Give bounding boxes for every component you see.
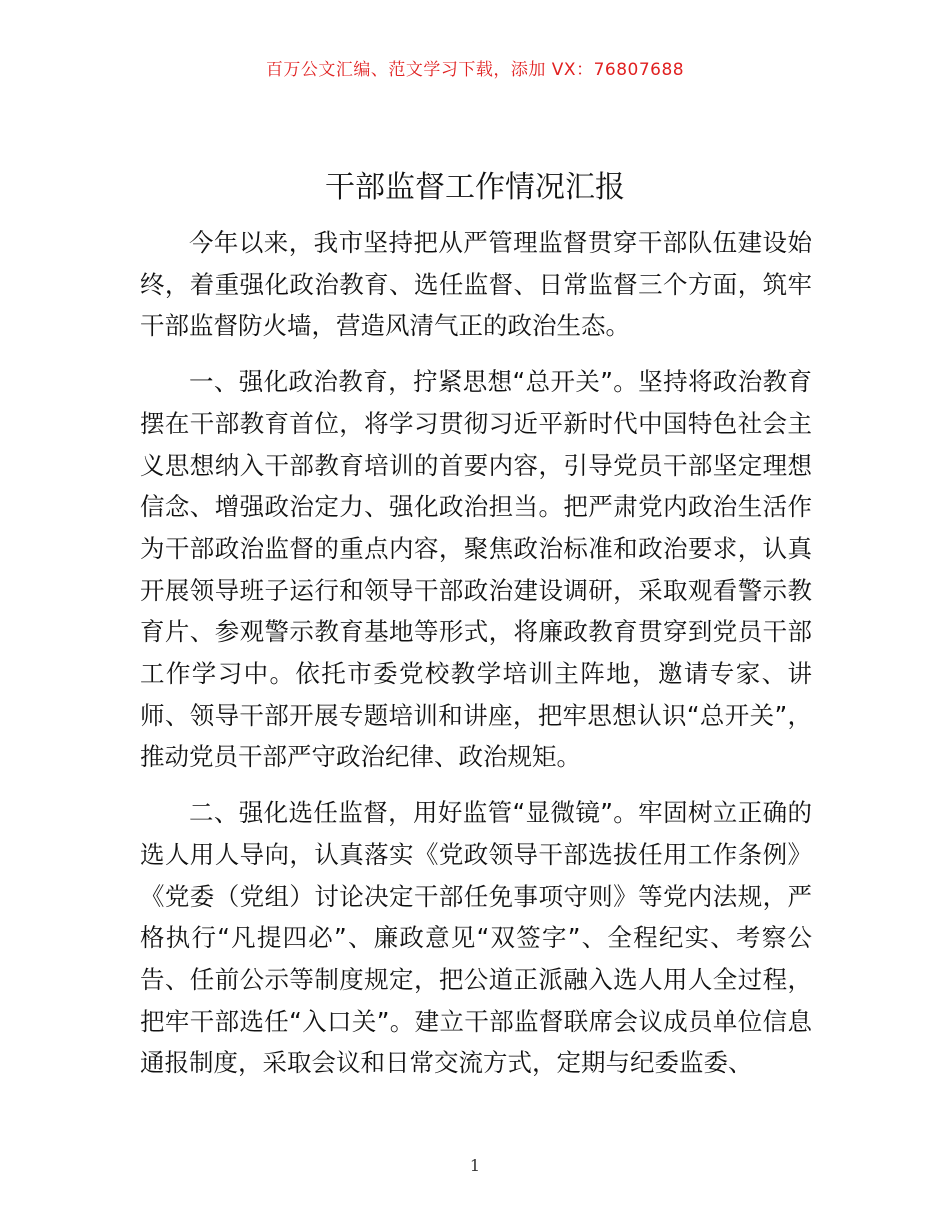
document-title: 干部监督工作情况汇报	[325, 170, 625, 205]
paragraph-political-education: 一、强化政治教育，拧紧思想“总开关”。坚持将政治教育摆在干部教育首位，将学习贯彻习近平新时代中国特色社会主义思想纳入干部教育培训的首要内容，引导党员干部坚定理想信念、增强政治定力、强化政治担当。把严肃党内政治生活作为干部政治监督的重点内容，聚焦政治标准和政治要求，认真开展领导班子运行和领导干部政治建设调研，采取观看警示教育片、参观警示教育基地等形式，将廉政教育贯穿到党员干部工作学习中。依托市委党校教学培训主阵地，邀请专家、讲师、领导干部开展专题培训和讲座，把牢思想认识“总开关”，推动党员干部严守政治纪律、政治规矩。	[140, 367, 812, 772]
paragraph-selection-supervision: 二、强化选任监督，用好监管“显微镜”。牢固树立正确的选人用人导向，认真落实《党政领导干部选拔任用工作条例》《党委（党组）讨论决定干部任免事项守则》等党内法规，严格执行“凡提四必”、廉政意见“双签字”、全程纪实、考察公告、任前公示等制度规定，把公道正派融入选人用人全过程，把牢干部选任“入口关”。建立干部监督联席会议成员单位信息通报制度，采取会议和日常交流方式，定期与纪委监委、	[140, 798, 812, 1078]
header-banner: 百万公文汇编、范文学习下载，添加 VX：76807688	[265, 60, 685, 80]
document-body	[140, 222, 812, 1098]
page-number: 1	[469, 1156, 481, 1175]
paragraph-intro: 今年以来，我市坚持把从严管理监督贯穿干部队伍建设始终，着重强化政治教育、选任监督、日常监督三个方面，筑牢干部监督防火墙，营造风清气正的政治生态。	[140, 228, 812, 341]
